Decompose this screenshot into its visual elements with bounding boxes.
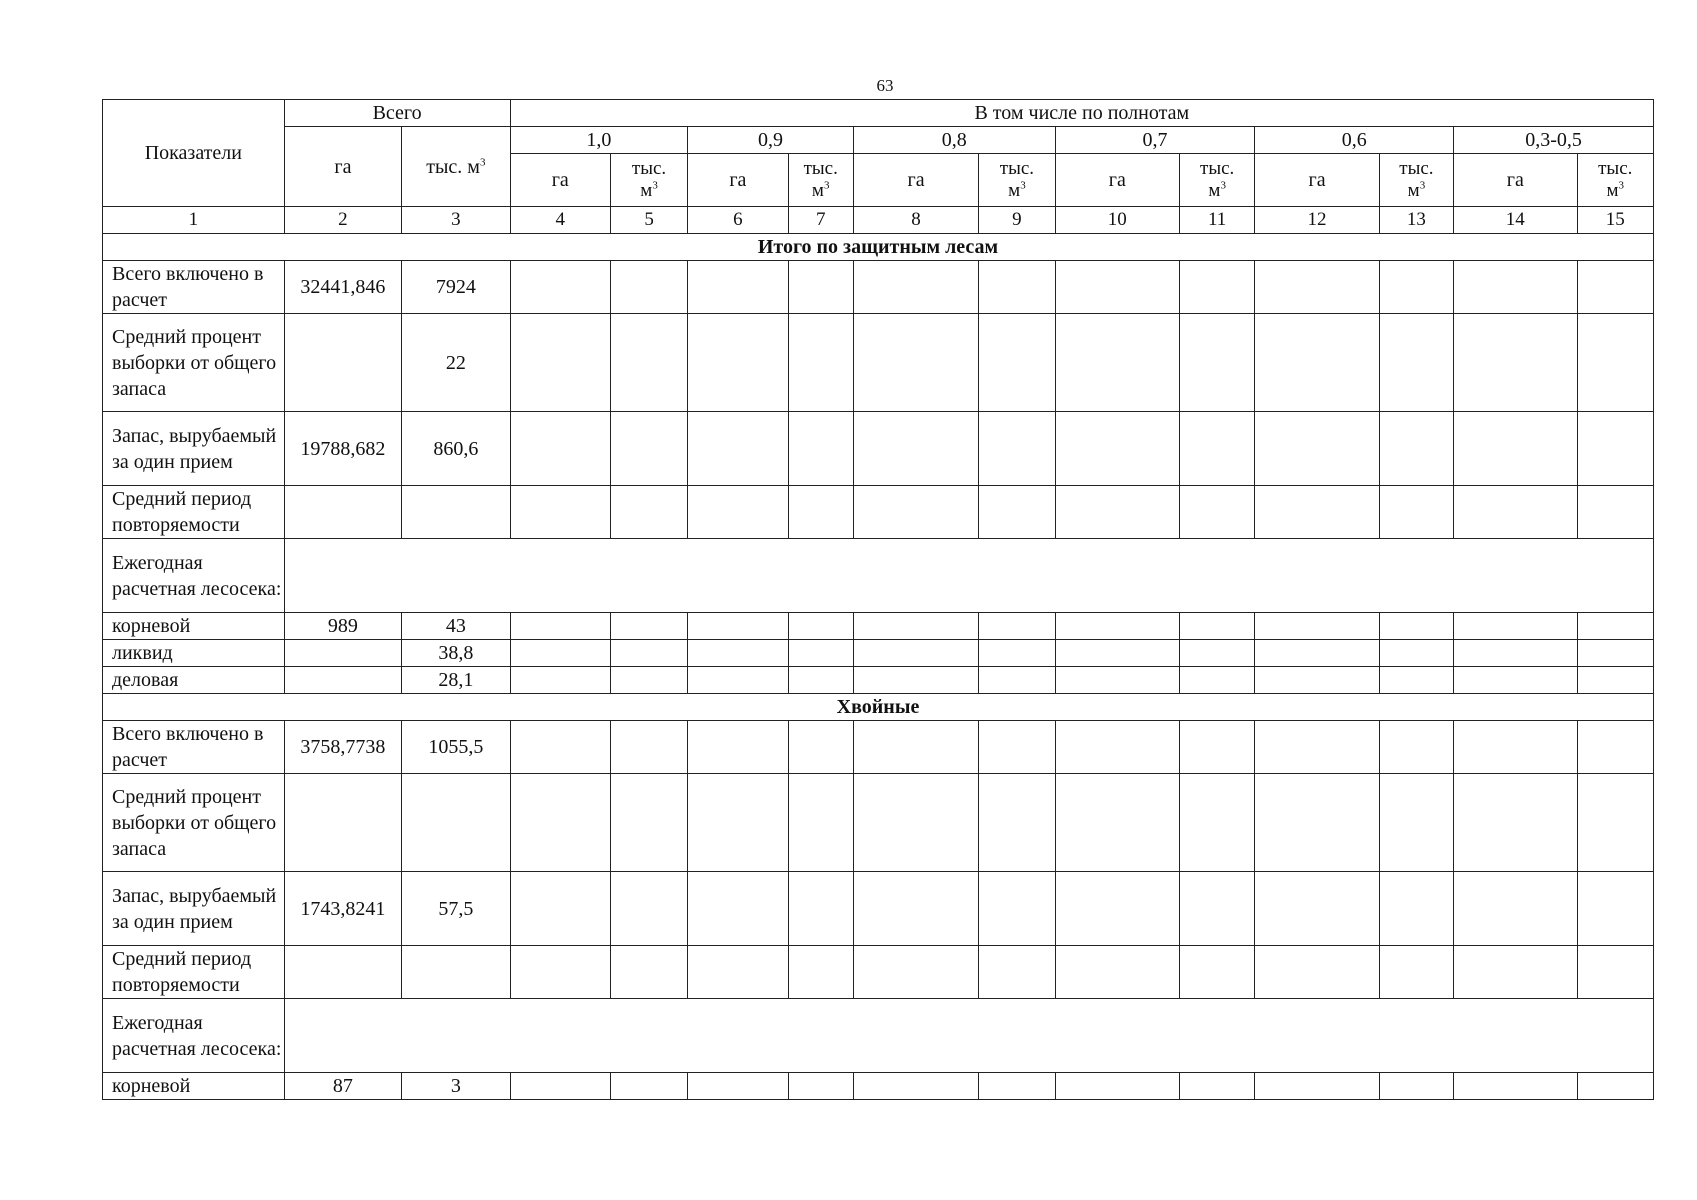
row-label: деловая xyxy=(103,667,285,694)
row-label: Запас, вырубаемый за один прием xyxy=(103,872,285,946)
density-cell xyxy=(1180,667,1255,694)
density-cell xyxy=(1577,486,1653,539)
density-cell xyxy=(1577,946,1653,999)
density-cell xyxy=(1180,946,1255,999)
column-number: 15 xyxy=(1577,207,1653,234)
density-cell xyxy=(1379,640,1453,667)
table-row xyxy=(103,946,1654,999)
density-cell xyxy=(510,314,610,412)
table-row xyxy=(103,667,1654,694)
total-ha-cell: 1743,8241 xyxy=(284,872,401,946)
density-cell xyxy=(610,314,687,412)
total-vol-cell: 7924 xyxy=(402,261,510,314)
density-cell xyxy=(788,261,853,314)
density-cell xyxy=(853,412,978,486)
density-cell xyxy=(1255,872,1379,946)
density-cell xyxy=(510,774,610,872)
density-group: 0,6 xyxy=(1255,127,1454,154)
density-cell xyxy=(1379,1073,1453,1100)
density-cell xyxy=(1255,412,1379,486)
table-row xyxy=(103,1073,1654,1100)
header-total-ha: га xyxy=(284,127,401,207)
column-number: 12 xyxy=(1255,207,1379,234)
header-unit-vol: тыс. $м^3$ xyxy=(1577,154,1653,207)
density-cell xyxy=(1055,613,1179,640)
section-title: Итого по защитным лесам xyxy=(103,234,1654,261)
density-group: 0,9 xyxy=(688,127,854,154)
density-cell xyxy=(1180,721,1255,774)
total-ha-cell: 32441,846 xyxy=(284,261,401,314)
density-cell xyxy=(688,774,788,872)
table-row xyxy=(103,613,1654,640)
density-cell xyxy=(510,1073,610,1100)
density-cell xyxy=(610,872,687,946)
density-cell xyxy=(510,486,610,539)
total-ha-cell xyxy=(284,486,401,539)
density-cell xyxy=(1379,667,1453,694)
total-ha-cell xyxy=(284,946,401,999)
density-cell xyxy=(1454,261,1577,314)
density-cell xyxy=(1055,774,1179,872)
section-title: Хвойные xyxy=(103,694,1654,721)
density-cell xyxy=(1577,872,1653,946)
total-vol-cell: 43 xyxy=(402,613,510,640)
row-label: корневой xyxy=(103,1073,285,1100)
density-cell xyxy=(688,1073,788,1100)
density-cell xyxy=(1379,486,1453,539)
density-cell xyxy=(510,261,610,314)
density-cell xyxy=(1577,667,1653,694)
density-cell xyxy=(688,667,788,694)
density-cell xyxy=(788,412,853,486)
density-cell xyxy=(688,946,788,999)
forest-table xyxy=(102,99,1654,1100)
density-cell xyxy=(1180,774,1255,872)
total-vol-cell: 3 xyxy=(402,1073,510,1100)
density-cell xyxy=(1180,314,1255,412)
table-row xyxy=(103,486,1654,539)
density-cell xyxy=(1055,486,1179,539)
total-ha-cell: 3758,7738 xyxy=(284,721,401,774)
density-cell xyxy=(1454,314,1577,412)
density-cell xyxy=(1055,872,1179,946)
density-cell xyxy=(610,1073,687,1100)
total-ha-cell xyxy=(284,774,401,872)
density-cell xyxy=(979,774,1055,872)
column-number: 14 xyxy=(1454,207,1577,234)
column-number: 8 xyxy=(853,207,978,234)
density-cell xyxy=(1577,613,1653,640)
column-number: 11 xyxy=(1180,207,1255,234)
row-label: Средний процент выборки от общего запаса xyxy=(103,314,285,412)
density-cell xyxy=(510,640,610,667)
density-cell xyxy=(688,486,788,539)
table-row xyxy=(103,539,1654,613)
density-cell xyxy=(979,314,1055,412)
density-cell xyxy=(853,486,978,539)
density-cell xyxy=(510,721,610,774)
density-cell xyxy=(788,721,853,774)
density-cell xyxy=(979,667,1055,694)
density-cell xyxy=(1379,261,1453,314)
density-cell xyxy=(1180,412,1255,486)
column-number: 13 xyxy=(1379,207,1453,234)
density-cell xyxy=(979,486,1055,539)
density-group: 0,8 xyxy=(853,127,1055,154)
density-cell xyxy=(1379,412,1453,486)
row-label: Ежегодная расчетная лесосека: xyxy=(103,999,285,1073)
header-unit-vol: тыс. $м^3$ xyxy=(1379,154,1453,207)
density-cell xyxy=(788,774,853,872)
density-cell xyxy=(979,640,1055,667)
total-ha-cell: 87 xyxy=(284,1073,401,1100)
density-cell xyxy=(1454,946,1577,999)
row-label: Средний процент выборки от общего запаса xyxy=(103,774,285,872)
density-cell xyxy=(788,613,853,640)
header-unit-vol: тыс. $м^3$ xyxy=(979,154,1055,207)
header-unit-ha: га xyxy=(1454,154,1577,207)
table-row xyxy=(103,774,1654,872)
density-cell xyxy=(1055,261,1179,314)
density-cell xyxy=(510,946,610,999)
density-cell xyxy=(1055,640,1179,667)
header-unit-ha: га xyxy=(688,154,788,207)
density-cell xyxy=(1180,261,1255,314)
row-label: Средний период повторяемости xyxy=(103,946,285,999)
density-cell xyxy=(1255,314,1379,412)
density-cell xyxy=(979,721,1055,774)
column-number: 6 xyxy=(688,207,788,234)
density-cell xyxy=(853,946,978,999)
density-cell xyxy=(1255,486,1379,539)
total-vol-cell xyxy=(402,486,510,539)
density-cell xyxy=(1180,640,1255,667)
column-number: 7 xyxy=(788,207,853,234)
density-cell xyxy=(979,613,1055,640)
density-cell xyxy=(1055,946,1179,999)
column-number: 1 xyxy=(103,207,285,234)
total-ha-cell: 19788,682 xyxy=(284,412,401,486)
total-vol-cell xyxy=(402,946,510,999)
row-label: Всего включено в расчет xyxy=(103,721,285,774)
density-cell xyxy=(1577,774,1653,872)
page-number: 63 xyxy=(876,76,894,95)
density-cell xyxy=(1055,412,1179,486)
density-cell xyxy=(688,613,788,640)
density-cell xyxy=(788,486,853,539)
header-by-density: В том числе по полнотам xyxy=(510,100,1653,127)
density-cell xyxy=(979,872,1055,946)
density-cell xyxy=(1255,721,1379,774)
density-cell xyxy=(1255,774,1379,872)
table-row xyxy=(103,261,1654,314)
density-cell xyxy=(1055,721,1179,774)
density-cell xyxy=(1180,1073,1255,1100)
density-cell xyxy=(1180,872,1255,946)
density-cell xyxy=(1055,314,1179,412)
density-cell xyxy=(1255,1073,1379,1100)
total-vol-cell xyxy=(402,774,510,872)
header-unit-ha: га xyxy=(1255,154,1379,207)
header-unit-ha: га xyxy=(1055,154,1179,207)
density-cell xyxy=(788,314,853,412)
total-vol-cell: 28,1 xyxy=(402,667,510,694)
density-cell xyxy=(1255,946,1379,999)
density-cell xyxy=(979,261,1055,314)
total-vol-cell: 38,8 xyxy=(402,640,510,667)
density-cell xyxy=(1454,412,1577,486)
density-cell xyxy=(853,613,978,640)
total-ha-cell: 989 xyxy=(284,613,401,640)
column-number: 2 xyxy=(284,207,401,234)
merged-empty-cell xyxy=(284,539,1653,613)
density-cell xyxy=(610,640,687,667)
column-number: 10 xyxy=(1055,207,1179,234)
density-cell xyxy=(610,774,687,872)
density-cell xyxy=(788,667,853,694)
row-label: Ежегодная расчетная лесосека: xyxy=(103,539,285,613)
total-ha-cell xyxy=(284,640,401,667)
density-cell xyxy=(688,261,788,314)
density-cell xyxy=(853,314,978,412)
density-cell xyxy=(610,946,687,999)
density-cell xyxy=(1379,946,1453,999)
header-total: Всего xyxy=(284,100,510,127)
table-row xyxy=(103,314,1654,412)
density-cell xyxy=(853,872,978,946)
density-cell xyxy=(610,667,687,694)
density-cell xyxy=(1454,1073,1577,1100)
density-cell xyxy=(610,613,687,640)
density-cell xyxy=(1180,486,1255,539)
density-cell xyxy=(1454,872,1577,946)
density-cell xyxy=(788,1073,853,1100)
row-label: Всего включено в расчет xyxy=(103,261,285,314)
density-cell xyxy=(510,667,610,694)
header-unit-vol: тыс. $м^3$ xyxy=(1180,154,1255,207)
density-cell xyxy=(788,946,853,999)
density-cell xyxy=(688,314,788,412)
density-cell xyxy=(853,1073,978,1100)
density-cell xyxy=(1255,667,1379,694)
total-vol-cell: 22 xyxy=(402,314,510,412)
row-label: Средний период повторяемости xyxy=(103,486,285,539)
density-group: 0,7 xyxy=(1055,127,1255,154)
density-cell xyxy=(1055,1073,1179,1100)
header-indicators: Показатели xyxy=(103,100,285,207)
density-cell xyxy=(510,613,610,640)
row-label: корневой xyxy=(103,613,285,640)
density-cell xyxy=(688,412,788,486)
column-number: 9 xyxy=(979,207,1055,234)
total-vol-cell: 1055,5 xyxy=(402,721,510,774)
density-group: 0,3-0,5 xyxy=(1454,127,1654,154)
density-cell xyxy=(1379,721,1453,774)
density-cell xyxy=(1577,640,1653,667)
table-row xyxy=(103,412,1654,486)
row-label: Запас, вырубаемый за один прием xyxy=(103,412,285,486)
density-cell xyxy=(610,486,687,539)
density-cell xyxy=(1454,667,1577,694)
density-cell xyxy=(853,640,978,667)
density-cell xyxy=(1255,613,1379,640)
table-row xyxy=(103,640,1654,667)
density-cell xyxy=(1454,613,1577,640)
merged-empty-cell xyxy=(284,999,1653,1073)
density-cell xyxy=(1454,486,1577,539)
density-cell xyxy=(853,667,978,694)
density-cell xyxy=(979,412,1055,486)
density-cell xyxy=(788,640,853,667)
density-cell xyxy=(688,640,788,667)
density-cell xyxy=(788,872,853,946)
table-row xyxy=(103,999,1654,1073)
density-cell xyxy=(1577,261,1653,314)
total-ha-cell xyxy=(284,667,401,694)
density-group: 1,0 xyxy=(510,127,688,154)
density-cell xyxy=(1180,613,1255,640)
density-cell xyxy=(1454,721,1577,774)
header-unit-ha: га xyxy=(853,154,978,207)
column-number: 4 xyxy=(510,207,610,234)
column-number: 3 xyxy=(402,207,510,234)
density-cell xyxy=(853,261,978,314)
density-cell xyxy=(1577,1073,1653,1100)
total-vol-cell: 57,5 xyxy=(402,872,510,946)
column-number: 5 xyxy=(610,207,687,234)
table-row xyxy=(103,872,1654,946)
density-cell xyxy=(1379,872,1453,946)
density-cell xyxy=(1577,412,1653,486)
density-cell xyxy=(1577,314,1653,412)
density-cell xyxy=(979,1073,1055,1100)
header-unit-ha: га xyxy=(510,154,610,207)
density-cell xyxy=(853,721,978,774)
density-cell xyxy=(510,412,610,486)
density-cell xyxy=(979,946,1055,999)
density-cell xyxy=(688,721,788,774)
density-cell xyxy=(610,261,687,314)
density-cell xyxy=(1255,640,1379,667)
density-cell xyxy=(610,412,687,486)
header-total-vol: тыс. $м^3$ xyxy=(402,127,510,207)
density-cell xyxy=(688,872,788,946)
density-cell xyxy=(1055,667,1179,694)
header-unit-vol: тыс. $м^3$ xyxy=(610,154,687,207)
density-cell xyxy=(1454,774,1577,872)
density-cell xyxy=(1255,261,1379,314)
density-cell xyxy=(510,872,610,946)
header-unit-vol: тыс. $м^3$ xyxy=(788,154,853,207)
total-vol-cell: 860,6 xyxy=(402,412,510,486)
table-row xyxy=(103,721,1654,774)
total-ha-cell xyxy=(284,314,401,412)
row-label: ликвид xyxy=(103,640,285,667)
density-cell xyxy=(1379,314,1453,412)
density-cell xyxy=(853,774,978,872)
density-cell xyxy=(610,721,687,774)
density-cell xyxy=(1379,613,1453,640)
density-cell xyxy=(1577,721,1653,774)
density-cell xyxy=(1454,640,1577,667)
density-cell xyxy=(1379,774,1453,872)
